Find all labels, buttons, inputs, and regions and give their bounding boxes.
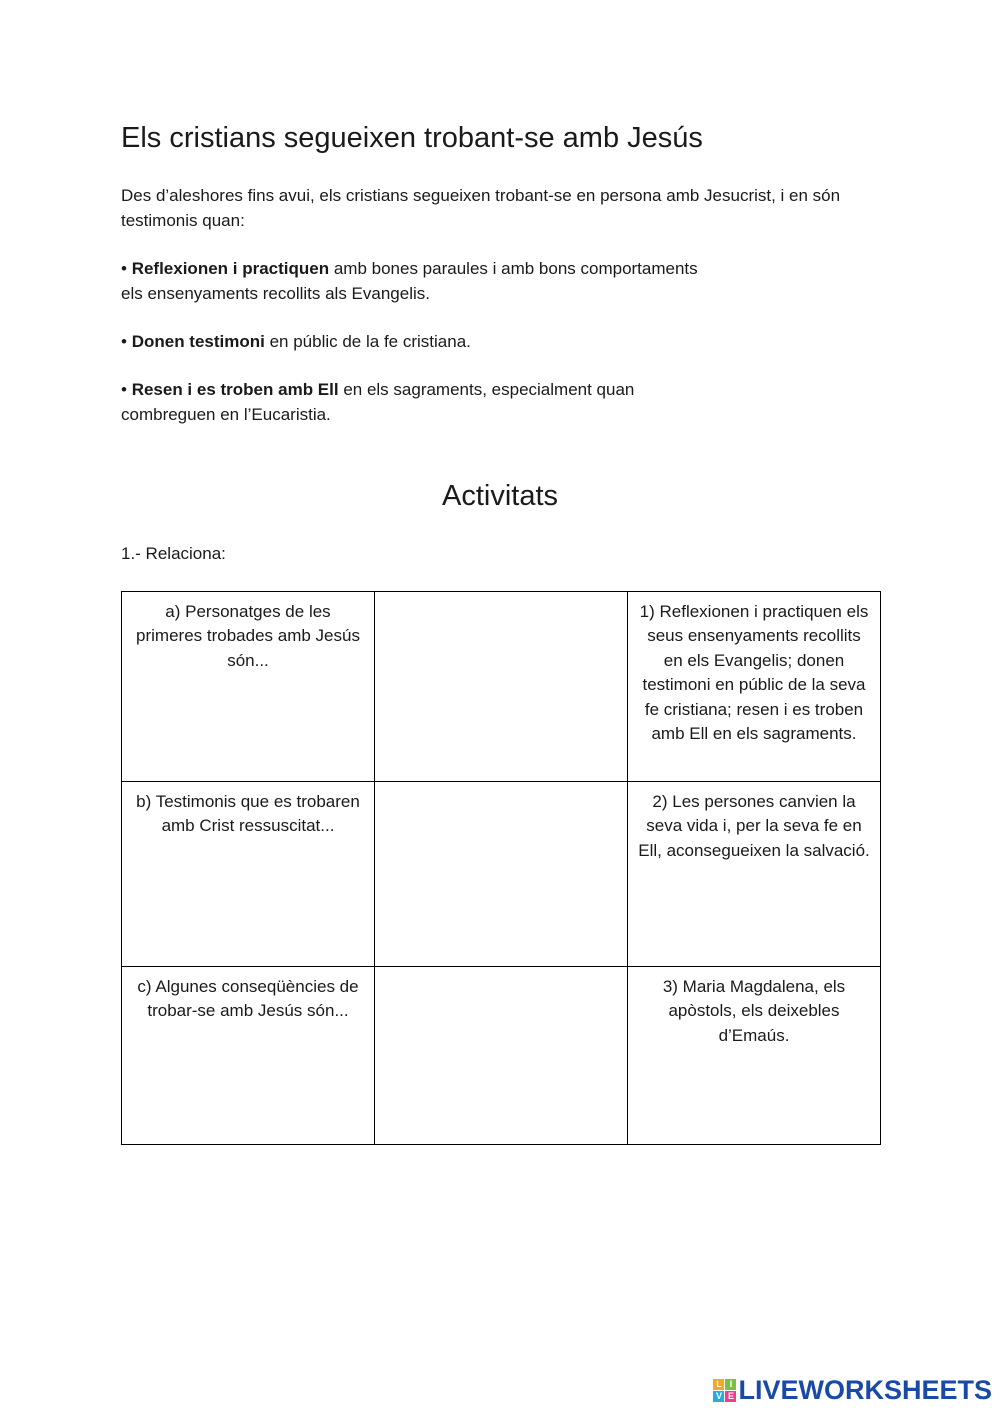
intro-paragraph: Des d’aleshores fins avui, els cristians segueixen trobant-se en persona amb Jesucrist, i en són testimonis quan: xyxy=(121,186,841,230)
bullet-text: en públic de la fe cristiana. xyxy=(264,332,471,351)
activities-heading: Activitats xyxy=(441,480,559,512)
bullet-text: en els sagraments, especialment quan xyxy=(338,380,635,399)
bullet-item-3 xyxy=(121,378,881,427)
bullet-item-2 xyxy=(121,330,881,355)
liveworksheets-logo-icon: L I V E xyxy=(713,1379,736,1402)
bullet-text: amb bones paraules i amb bons comportaments xyxy=(329,259,698,278)
answer-drop-slot-c[interactable] xyxy=(375,967,628,1145)
right-cell-1: 1) Reflexionen i practiquen els seus ensenyaments recollits en els Evangelis; donen testimoni en públic de la seva fe cristiana; resen i es troben amb Ell en els sagraments. xyxy=(628,592,881,782)
matching-table xyxy=(121,591,881,1145)
table-row xyxy=(122,967,881,1145)
answer-drop-slot-a[interactable] xyxy=(375,592,628,782)
page-title: Els cristians segueixen trobant-se amb Jesús xyxy=(121,122,703,154)
bullet-marker: • xyxy=(121,259,127,278)
left-cell-b: b) Testimonis que es trobaren amb Crist ressuscitat... xyxy=(122,782,375,967)
bullet-bold-text: Reflexionen i practiquen xyxy=(131,259,330,278)
left-cell-a: a) Personatges de les primeres trobades amb Jesús són... xyxy=(122,592,375,782)
right-cell-2: 2) Les persones canvien la seva vida i, per la seva fe en Ell, aconsegueixen la salvació. xyxy=(628,782,881,967)
bullet-bold-text: Donen testimoni xyxy=(131,332,265,351)
bullet-marker: • xyxy=(121,380,127,399)
answer-drop-slot-b[interactable] xyxy=(375,782,628,967)
bullet-text-continuation: combreguen en l’Eucaristia. xyxy=(121,404,331,424)
table-row xyxy=(122,592,881,782)
right-cell-3: 3) Maria Magdalena, els apòstols, els deixebles d’Emaús. xyxy=(628,967,881,1145)
logo-text: LIVEWORKSHEETS xyxy=(738,1375,992,1405)
exercise-label: 1.- Relaciona: xyxy=(121,544,226,563)
left-cell-c: c) Algunes conseqüències de trobar-se amb Jesús són... xyxy=(122,967,375,1145)
bullet-bold-text: Resen i es troben amb Ell xyxy=(131,380,339,399)
liveworksheets-logo xyxy=(713,1375,992,1405)
bullet-item-1 xyxy=(121,257,881,306)
bullet-text-continuation: els ensenyaments recollits als Evangelis. xyxy=(121,283,430,303)
table-row xyxy=(122,782,881,967)
bullet-marker: • xyxy=(121,332,127,351)
